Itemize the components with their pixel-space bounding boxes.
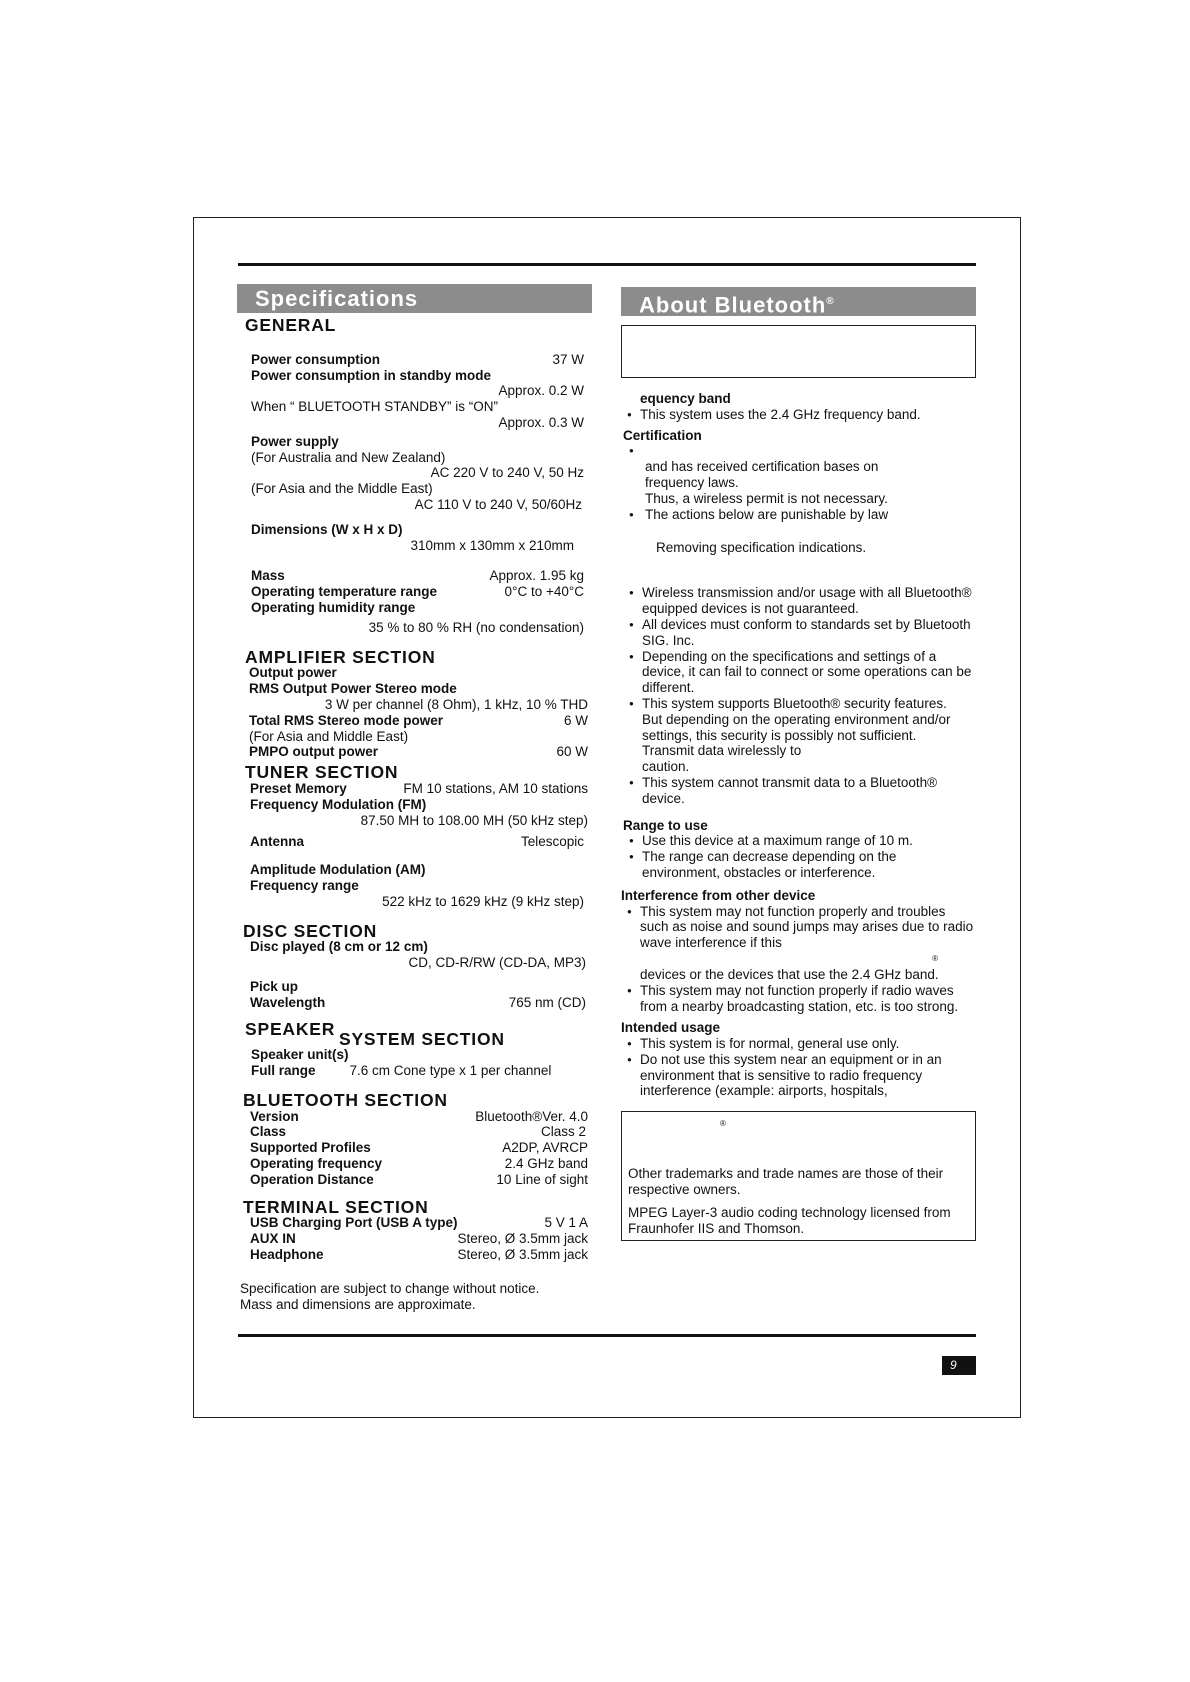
speaker-heading: SPEAKER [245,1019,336,1040]
standby-value: Approx. 0.2 W [498,383,584,399]
specifications-column [237,284,592,1312]
supply-asia-value: AC 110 V to 240 V, 50/60Hz [414,496,582,512]
speaker-section [237,1047,592,1079]
supply-au-value: AC 220 V to 240 V, 50 Hz [430,465,584,481]
aux-label: AUX IN [250,1231,296,1247]
disc-played-label: Disc played (8 cm or 12 cm) [250,939,428,955]
cert-item-2: ● The actions below are punishable by law [623,507,976,523]
bottom-rule [238,1334,976,1337]
interference-item-2: ● This system may not function properly if radio waves from a nearby broadcasting station, etc. is too strong. [621,983,976,1015]
temp-value: 0°C to +40°C [504,584,584,600]
spec-note-2: Mass and dimensions are approximate. [240,1296,476,1312]
output-label: Output power [249,665,337,681]
freq-range-label: Frequency range [250,877,359,893]
fm-value: 87.50 MH to 108.00 MH (50 kHz step) [360,812,588,828]
asia-note: (For Asia and Middle East) [249,728,409,744]
intended-heading: Intended usage [621,1020,721,1036]
transmit-text: Transmit data wirelessly to [642,743,802,759]
amplifier-section [237,665,592,760]
interference-item-1 [621,904,976,983]
cert-line-3: Thus, a wireless permit is not necessary. [645,490,888,506]
page-number: 9 [942,1356,976,1375]
usb-value: 5 V 1 A [544,1215,588,1231]
about-notice-box [621,325,976,378]
class-value: Class 2 [540,1124,586,1140]
intended-item-2: ● Do not use this system near an equipment or in an environment that is sensitive to radio frequency interference (example: airports, hospitals, [621,1052,976,1099]
tuner-heading: TUNER SECTION [245,762,399,783]
interference-reg: ® [932,953,938,963]
pickup-label: Pick up [250,978,299,994]
op-freq-value: 2.4 GHz band [504,1156,588,1172]
disc-heading: DISC SECTION [243,920,378,941]
interference-heading: Interference from other device [621,887,816,903]
bt-item-4 [623,696,976,775]
bt-item-5: ● This system cannot transmit data to a Bluetooth® device. [623,775,976,807]
certification-heading: Certification [623,427,702,443]
pmpo-value: 60 W [556,744,588,760]
range-item-2: ● The range can decrease depending on the environment, obstacles or interference. [623,849,976,881]
rms-label: RMS Output Power Stereo mode [249,681,457,697]
speaker-unit-label: Speaker unit(s) [251,1047,349,1063]
total-label: Total RMS Stereo mode power [249,712,444,728]
profiles-value: A2DP, AVRCP [502,1140,588,1156]
wavelength-label: Wavelength [250,994,326,1010]
security-more: But depending on the operating environment and/or settings, this security is possibly not sufficient. [642,711,951,743]
supply-label: Power supply [251,433,339,449]
version-label: Version [250,1108,299,1124]
range-item-1: ● Use this device at a maximum range of 10 m. [623,833,976,849]
bt-standby-value: Approx. 0.3 W [498,414,584,430]
usb-label: USB Charging Port (USB A type) [250,1215,458,1231]
spec-note-1: Specification are subject to change without notice. [240,1280,540,1296]
dimensions-label: Dimensions (W x H x D) [251,521,403,537]
top-rule [238,263,976,266]
range-heading: Range to use [623,817,708,833]
trademarks-text: Other trademarks and trade names are those of their respective owners. [628,1166,944,1198]
fm-label: Frequency Modulation (FM) [250,796,427,812]
op-freq-label: Operating frequency [250,1156,383,1172]
bt-item-1: ● Wireless transmission and/or usage with all Bluetooth® equipped devices is not guaranteed. [623,585,976,617]
disc-played-value: CD, CD-R/RW (CD-DA, MP3) [408,955,586,971]
amplifier-heading: AMPLIFIER SECTION [245,646,436,667]
terminal-section [237,1215,592,1262]
humidity-value: 35 % to 80 % RH (no condensation) [368,619,584,635]
pmpo-label: PMPO output power [249,744,378,760]
mass-value: Approx. 1.95 kg [489,568,584,584]
certification-item [623,443,976,506]
freq-band-heading: equency band [640,391,731,406]
distance-value: 10 Line of sight [496,1171,588,1187]
spec-notes [237,1281,592,1313]
supply-asia: (For Asia and the Middle East) [251,481,433,497]
general-section [237,352,592,636]
headphone-value: Stereo, Ø 3.5mm jack [457,1247,588,1263]
removing-text: Removing specification indications. [656,539,867,555]
aux-value: Stereo, Ø 3.5mm jack [457,1231,588,1247]
terminal-heading: TERMINAL SECTION [243,1196,429,1217]
preset-label: Preset Memory [250,780,347,796]
freq-range-value: 522 kHz to 1629 kHz (9 kHz step) [382,893,584,909]
supply-au: (For Australia and New Zealand) [251,449,446,465]
general-heading: GENERAL [245,315,337,335]
bluetooth-heading: BLUETOOTH SECTION [243,1089,448,1110]
about-bluetooth-column [621,287,976,1241]
wavelength-value: 765 nm (CD) [508,994,586,1010]
about-title-reg: ® [826,296,835,307]
mass-label: Mass [251,568,285,584]
class-label: Class [250,1124,287,1140]
speaker-heading-b: SYSTEM SECTION [338,1029,505,1050]
intended-item-1: ● This system is for normal, general use only. [621,1036,976,1052]
freq-band-item: ● This system uses the 2.4 GHz frequency band. [621,407,976,423]
bt-item-2: ● All devices must conform to standards set by Bluetooth SIG. Inc. [623,617,976,649]
full-range-value: 7.6 cm Cone type x 1 per channel [349,1063,552,1079]
power-value: 37 W [552,351,584,367]
antenna-label: Antenna [250,834,304,850]
preset-value: FM 10 stations, AM 10 stations [403,780,588,796]
am-label: Amplitude Modulation (AM) [250,862,426,878]
cert-line-1: ● and has received certification bases on [645,459,879,475]
antenna-value: Telescopic [520,834,584,850]
bt-item-4-text: ● This system supports Bluetooth® security features. [642,695,947,711]
version-value: Bluetooth®Ver. 4.0 [475,1108,588,1124]
rms-value: 3 W per channel (8 Ohm), 1 kHz, 10 % THD [324,696,588,712]
mpeg-text: MPEG Layer-3 audio coding technology licensed from Fraunhofer IIS and Thomson. [628,1204,951,1236]
caution-text: caution. [642,759,690,775]
standby-label: Power consumption in standby mode [251,367,492,383]
temp-label: Operating temperature range [251,584,438,600]
headphone-label: Headphone [250,1247,324,1263]
disc-section [237,939,592,1010]
dimensions-value: 310mm x 130mm x 210mm [410,537,574,553]
trademark-box [621,1111,976,1241]
power-label: Power consumption [251,351,381,367]
about-title: About Bluetooth [639,292,827,318]
about-bluetooth-header [621,287,976,316]
interference-text: ● This system may not function properly and troubles such as noise and sound jumps may arises due to radio wave interference if this [640,903,974,951]
bt-item-3: ● Depending on the specifications and settings of a device, it can fail to connect or some operations can be different. [623,649,976,696]
distance-label: Operation Distance [250,1171,374,1187]
specifications-header: Specifications [237,284,592,313]
total-value: 6 W [563,712,588,728]
full-range-label: Full range [251,1063,316,1079]
profiles-label: Supported Profiles [250,1140,371,1156]
tuner-section [237,781,592,910]
interference-more: devices or the devices that use the 2.4 GHz band. [640,966,939,982]
bluetooth-section [237,1109,592,1188]
cert-line-2: frequency laws. [645,475,739,491]
trademark-reg: ® [720,1119,726,1129]
bt-standby-label: When “ BLUETOOTH STANDBY” is “ON” [251,399,499,415]
humidity-label: Operating humidity range [251,599,416,615]
